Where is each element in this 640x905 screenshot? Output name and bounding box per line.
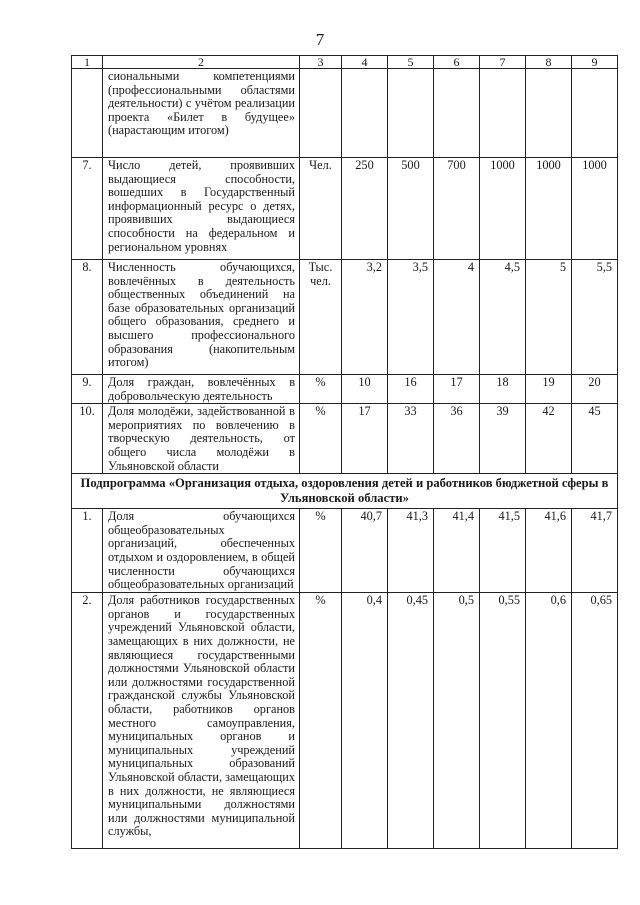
- column-number: 2: [103, 56, 300, 69]
- value: 40,7: [342, 509, 388, 593]
- unit: %: [300, 509, 342, 593]
- value: 250: [342, 158, 388, 260]
- value: 16: [388, 375, 434, 404]
- row-number: [72, 69, 103, 158]
- value: 36: [434, 404, 480, 474]
- table-row: [72, 593, 618, 849]
- table-row: [72, 404, 618, 474]
- value: 19: [526, 375, 572, 404]
- unit: %: [300, 593, 342, 849]
- table-row: [72, 158, 618, 260]
- column-number: 9: [572, 56, 618, 69]
- row-number: 2.: [72, 593, 103, 849]
- value: 17: [342, 404, 388, 474]
- value: 41,7: [572, 509, 618, 593]
- column-number: 4: [342, 56, 388, 69]
- value: [480, 69, 526, 158]
- value: 41,6: [526, 509, 572, 593]
- value: 700: [434, 158, 480, 260]
- row-number: 8.: [72, 260, 103, 375]
- value: 0,5: [434, 593, 480, 849]
- subprogram-title: Подпрограмма «Организация отдыха, оздоровления детей и работников бюджетной сферы в Ульяновской области»: [72, 474, 618, 509]
- value: 5: [526, 260, 572, 375]
- value: 0,55: [480, 593, 526, 849]
- indicator-description: Доля молодёжи, задействованной в мероприятиях по вовлечению в творческую деятельность, от общего числа молодёжи в Ульяновской области: [103, 404, 300, 474]
- unit: [300, 69, 342, 158]
- value: 3,5: [388, 260, 434, 375]
- value: 4,5: [480, 260, 526, 375]
- value: 4: [434, 260, 480, 375]
- value: 0,4: [342, 593, 388, 849]
- value: 0,45: [388, 593, 434, 849]
- value: 0,65: [572, 593, 618, 849]
- row-number: 9.: [72, 375, 103, 404]
- column-number: 6: [434, 56, 480, 69]
- column-number: 3: [300, 56, 342, 69]
- value: 41,4: [434, 509, 480, 593]
- value: 33: [388, 404, 434, 474]
- value: 500: [388, 158, 434, 260]
- value: [342, 69, 388, 158]
- value: 1000: [480, 158, 526, 260]
- indicator-description: Доля работников государственных органов и государственных учреждений Ульяновской области, замещающих в них должности, не являющиеся государственными должностями Ульяновской области или должностями государственной гражданской службы Ульяновской области, работников органов местного самоуправления, муниципальных органов и муниципальных учреждений муниципальных образований Ульяновской области, замещающих в них должности, не являющиеся муниципальными должностями или должностями муниципальной службы,: [103, 593, 300, 849]
- value: 3,2: [342, 260, 388, 375]
- unit: Чел.: [300, 158, 342, 260]
- indicator-description: Число детей, проявивших выдающиеся способности, вошедших в Государственный информационный ресурс о детях, проявивших выдающиеся способности на федеральном и региональном уровнях: [103, 158, 300, 260]
- value: 18: [480, 375, 526, 404]
- value: [388, 69, 434, 158]
- column-numbers-row: [72, 56, 618, 69]
- subprogram-header-row: [72, 474, 618, 509]
- indicators-table: [71, 55, 618, 849]
- value: 10: [342, 375, 388, 404]
- unit: %: [300, 404, 342, 474]
- value: 41,3: [388, 509, 434, 593]
- value: [434, 69, 480, 158]
- value: [526, 69, 572, 158]
- column-number: 7: [480, 56, 526, 69]
- table-row: [72, 375, 618, 404]
- row-number: 7.: [72, 158, 103, 260]
- value: 41,5: [480, 509, 526, 593]
- value: 5,5: [572, 260, 618, 375]
- page-number: 7: [315, 30, 325, 49]
- row-number: 10.: [72, 404, 103, 474]
- value: 17: [434, 375, 480, 404]
- indicator-description: Доля обучающихся общеобразовательных организаций, обеспеченных отдыхом и оздоровлением, в общей численности обучающихся общеобразовательных организаций: [103, 509, 300, 593]
- unit: Тыс. чел.: [300, 260, 342, 375]
- value: 42: [526, 404, 572, 474]
- value: 20: [572, 375, 618, 404]
- column-number: 5: [388, 56, 434, 69]
- value: 1000: [572, 158, 618, 260]
- row-number: 1.: [72, 509, 103, 593]
- value: 45: [572, 404, 618, 474]
- value: [572, 69, 618, 158]
- column-number: 8: [526, 56, 572, 69]
- value: 0,6: [526, 593, 572, 849]
- value: 39: [480, 404, 526, 474]
- indicator-description: Численность обучающихся, вовлечённых в деятельность общественных объединений на базе образовательных организаций общего образования, среднего и высшего профессионального образования (накопительным итогом): [103, 260, 300, 375]
- indicator-description: сиональными компетенциями (профессиональными областями деятельности) с учётом реализации проекта «Билет в будущее» (нарастающим итогом): [103, 69, 300, 158]
- table-row: [72, 260, 618, 375]
- unit: %: [300, 375, 342, 404]
- column-number: 1: [72, 56, 103, 69]
- indicator-description: Доля граждан, вовлечённых в добровольческую деятельность: [103, 375, 300, 404]
- table-row: [72, 509, 618, 593]
- table-row: [72, 69, 618, 158]
- value: 1000: [526, 158, 572, 260]
